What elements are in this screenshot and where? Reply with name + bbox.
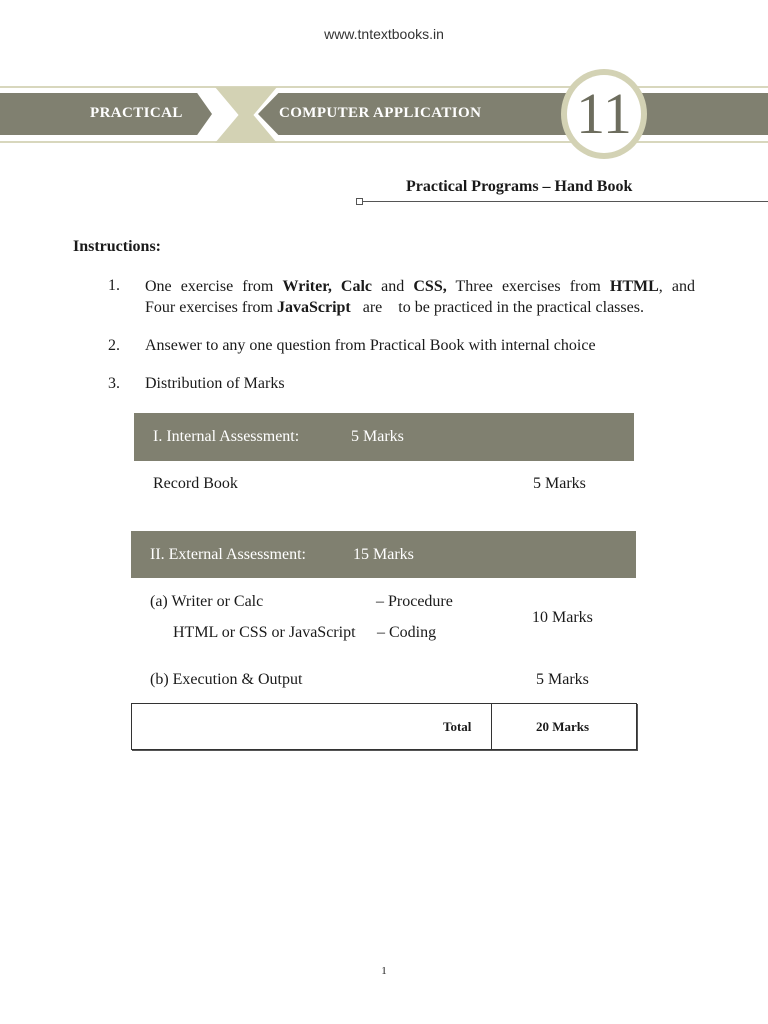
total-marks: 20 Marks: [536, 719, 590, 734]
header-practical-label: PRACTICAL: [90, 105, 183, 121]
part-a-marks: 10 Marks: [532, 609, 593, 626]
part-b-marks: 5 Marks: [536, 671, 589, 688]
instruction-item-3: Distribution of Marks: [145, 375, 285, 392]
external-assessment-label: II. External Assessment:: [150, 546, 306, 563]
page-number: 1: [381, 965, 387, 977]
instruction-item-2: Ansewer to any one question from Practical Book with internal choice: [145, 337, 596, 354]
internal-assessment-label: I. Internal Assessment:: [153, 428, 300, 445]
site-url[interactable]: www.tntextbooks.in: [324, 26, 444, 42]
item-number: 2.: [108, 337, 120, 354]
record-book-label: Record Book: [153, 475, 238, 492]
title-underline-marker: [356, 198, 363, 205]
header-top-rule: [0, 86, 768, 88]
page-title: Practical Programs – Hand Book: [406, 178, 633, 195]
instruction-item-1-line-2: Four exercises from JavaScript are to be practiced in the practical classes.: [145, 299, 644, 316]
part-b-label: (b) Execution & Output: [150, 671, 303, 688]
total-divider: [491, 703, 492, 749]
header-bottom-rule: [0, 141, 768, 143]
chapter-number: 11: [567, 75, 641, 153]
header-subject-label: COMPUTER APPLICATION: [279, 105, 482, 121]
part-a-label: (a) Writer or Calc: [150, 593, 264, 610]
title-underline: [361, 201, 768, 202]
part-a-procedure: – Procedure: [376, 593, 453, 610]
instructions-heading: Instructions:: [73, 238, 162, 255]
part-a-coding: – Coding: [377, 624, 437, 641]
record-book-marks: 5 Marks: [533, 475, 586, 492]
total-label: Total: [443, 719, 472, 734]
instruction-item-1-line-1: One exercise from Writer, Calc and CSS, Three exercises from HTML, and: [145, 278, 696, 295]
item-number: 3.: [108, 375, 120, 392]
part-a-sub-label: HTML or CSS or JavaScript: [173, 624, 356, 641]
item-number: 1.: [108, 277, 120, 294]
internal-assessment-marks: 5 Marks: [351, 428, 404, 445]
external-assessment-marks: 15 Marks: [353, 546, 414, 563]
